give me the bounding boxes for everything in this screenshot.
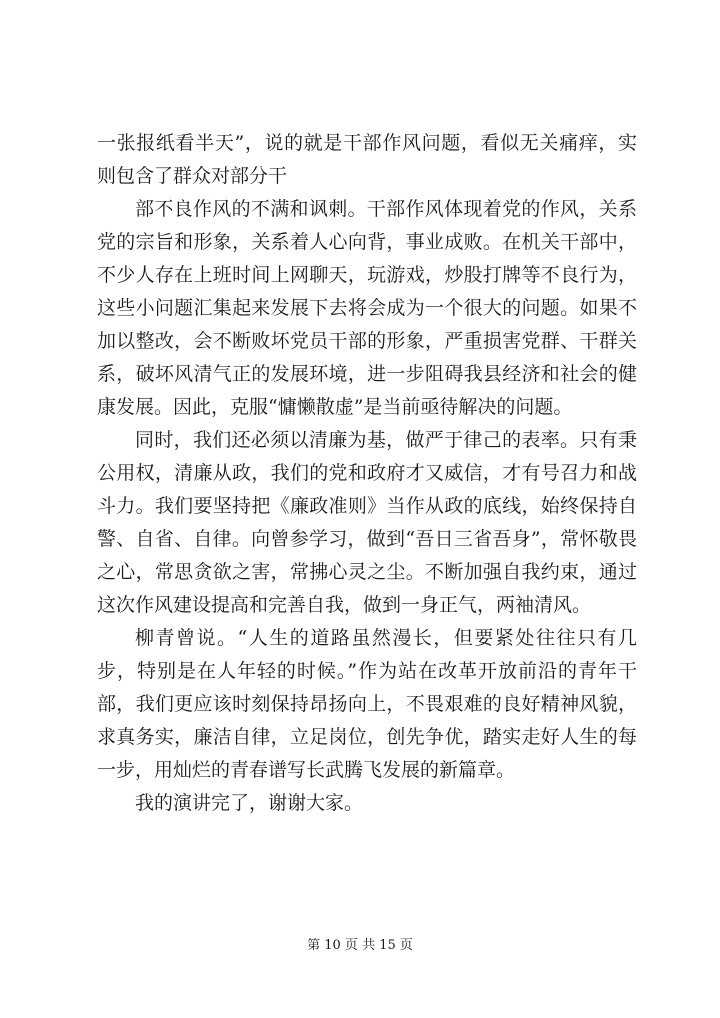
paragraph-2: 部不良作风的不满和讽刺。干部作风体现着党的作风，关系党的宗旨和形象，关系着人心向背，事业成败。在机关干部中，不少人存在上班时间上网聊天，玩游戏，炒股打牌等不良行为，这些小问题汇集起来发展下去将会成为一个很大的问题。如果不加以整改，会不断败坏党员干部的形象，严重损害党群、干群关系，破坏风清气正的发展环境，进一步阻碍我县经济和社会的健康发展。因此，克服“慵懒散虚”是当前亟待解决的问题。 bbox=[97, 198, 637, 418]
page-number-footer: 第 10 页 共 15 页 bbox=[307, 938, 413, 953]
paragraph-1: 一张报纸看半天”，说的就是干部作风问题，看似无关痛痒，实则包含了群众对部分干 bbox=[97, 132, 637, 187]
paragraph-5: 我的演讲完了，谢谢大家。 bbox=[135, 792, 364, 814]
paragraph-4: 柳青曾说。“人生的道路虽然漫长，但要紧处往往只有几步，特别是在人年轻的时候。”作为站在改革开放前沿的青年干部，我们更应该时刻保持昂扬向上，不畏艰难的良好精神风貌，求真务实，廉洁自律，立足岗位，创先争优，踏实走好人生的每一步，用灿烂的青春谱写长武腾飞发展的新篇章。 bbox=[97, 627, 637, 781]
paragraph-3: 同时，我们还必须以清廉为基，做严于律己的表率。只有秉公用权，清廉从政，我们的党和政府才又威信，才有号召力和战斗力。我们要坚持把《廉政准则》当作从政的底线，始终保持自警、自省、自律。向曾参学习，做到“吾日三省吾身”，常怀敬畏之心，常思贪欲之害，常拂心灵之尘。不断加强自我约束，通过这次作风建设提高和完善自我，做到一身正气，两袖清风。 bbox=[97, 429, 637, 616]
document-body bbox=[97, 127, 637, 820]
